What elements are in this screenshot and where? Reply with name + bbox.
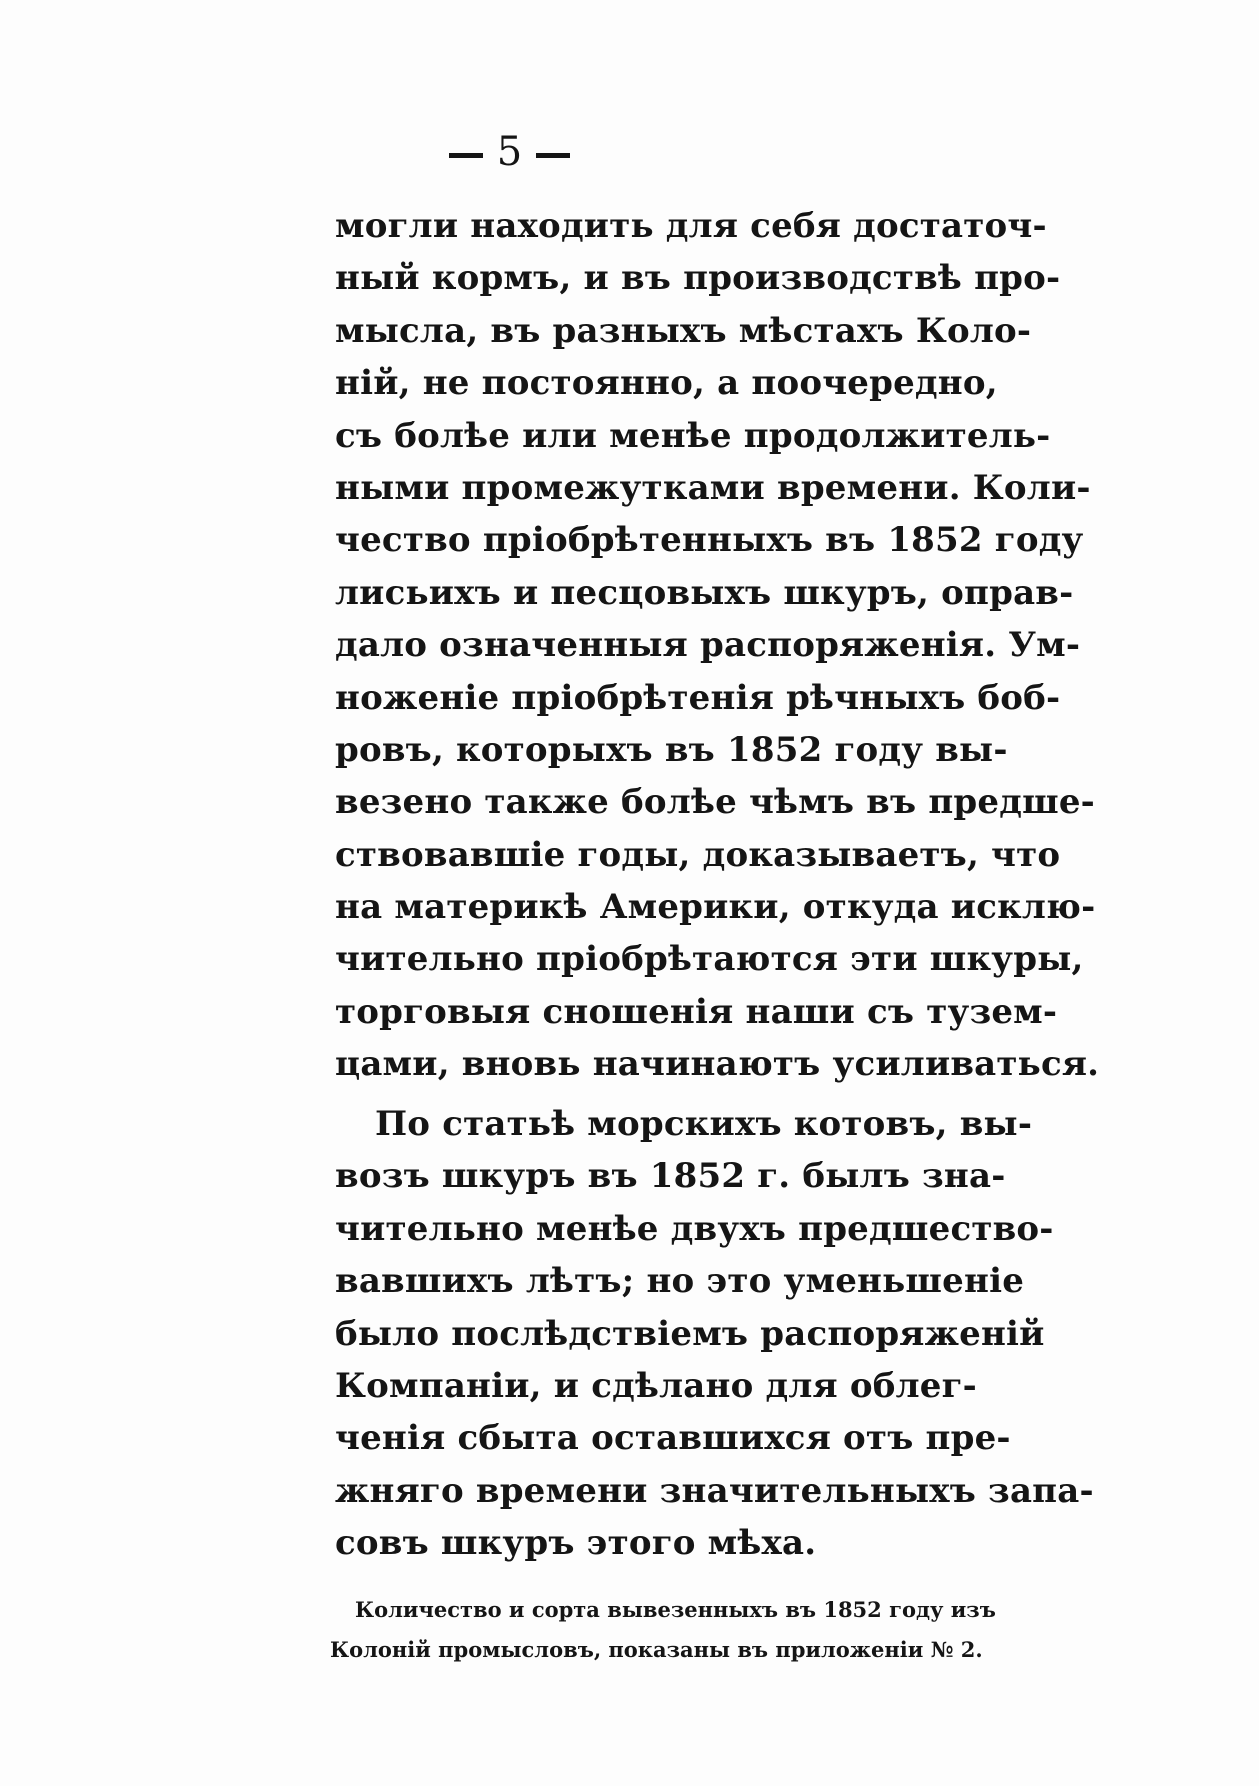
text-line: совъ шкуръ этого мѣха. [335,1523,817,1564]
text-line: чительно менѣе двухъ предшество- [335,1208,1054,1249]
text-line: ствовавшіе годы, доказываетъ, что [335,834,1061,875]
right-dash [536,153,570,158]
text-line: ный кормъ, и въ производствѣ про- [335,258,1061,299]
left-dash [449,153,483,158]
text-line: цами, вновь начинаютъ усиливаться. [335,1044,1100,1085]
text-line: чительно пріобрѣтаются эти шкуры, [335,939,1084,980]
text-line: съ болѣе или менѣе продолжитель- [335,415,1051,456]
paragraph-1 [335,200,1100,1091]
text-line: ноженіе пріобрѣтенія рѣчныхъ боб- [335,677,1061,718]
text-line: ными промежутками времени. Коли- [335,467,1091,508]
text-line: ченія сбыта оставшихся отъ пре- [335,1418,1011,1459]
text-line: вавшихъ лѣтъ; но это уменьшеніе [335,1261,1025,1302]
text-line: Компаніи, и сдѣлано для облег- [335,1365,977,1406]
text-line: на материкѣ Америки, откуда исклю- [335,887,1096,928]
text-line: могли находить для себя достаточ- [335,206,1047,246]
paragraph-2 [335,1098,1094,1570]
text-line: лисьихъ и песцовыхъ шкуръ, оправ- [335,572,1074,613]
text-line: жняго времени значительныхъ запа- [335,1470,1094,1511]
footnote-line: Колоній промысловъ, показаны въ приложеніи № 2. [330,1637,983,1662]
page-number-header [0,122,1259,182]
text-line: везено также болѣе чѣмъ въ предше- [335,782,1095,823]
text-line: дало означенныя распоряженія. Ум- [335,625,1081,666]
footnote [330,1590,996,1670]
page-number: 5 [496,129,523,175]
text-line: мысла, въ разныхъ мѣстахъ Коло- [335,310,1032,351]
text-line: было послѣдствіемъ распоряженій [335,1313,1045,1354]
text-line: ровъ, которыхъ въ 1852 году вы- [335,729,1008,770]
footnote-line: Количество и сорта вывезенныхъ въ 1852 году изъ [355,1597,996,1622]
text-line: возъ шкуръ въ 1852 г. былъ зна- [335,1156,1006,1197]
text-line: торговыя сношенія наши съ тузем- [335,991,1058,1032]
text-line: чество пріобрѣтенныхъ въ 1852 году [335,520,1084,561]
text-line: ній, не постоянно, а поочередно, [335,363,998,404]
text-line: По статьѣ морскихъ котовъ, вы- [375,1104,1033,1144]
